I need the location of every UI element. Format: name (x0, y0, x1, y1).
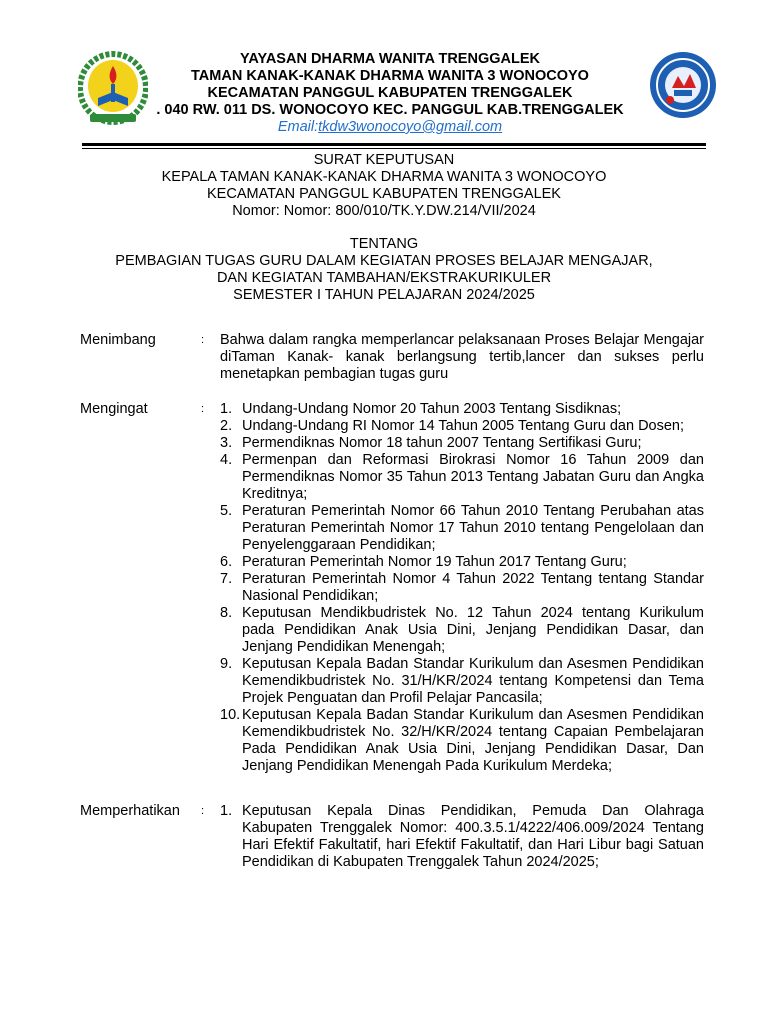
menimbang-section (80, 332, 704, 383)
mengingat-section (80, 401, 704, 775)
list-item-number: 1. (220, 401, 233, 417)
memperhatikan-section (80, 803, 704, 871)
list-item-text: Undang-Undang RI Nomor 14 Tahun 2005 Tentang Guru dan Dosen; (242, 418, 685, 434)
decree-number: Nomor: Nomor: 800/010/TK.Y.DW.214/VII/2024 (232, 203, 536, 219)
memperhatikan-content (220, 803, 704, 871)
letterhead (120, 51, 660, 136)
list-item-number: 6. (220, 554, 233, 570)
menimbang-text: Bahwa dalam rangka memperlancar pelaksanaan Proses Belajar Mengajar diTaman Kanak- kanak berlangsung tertib,lancer dan sukses perlu menetapkan pembagian tugas guru (220, 332, 704, 382)
list-item (220, 571, 704, 605)
mengingat-list (220, 401, 704, 775)
memperhatikan-label: Memperhatikan (80, 803, 180, 819)
list-item (220, 605, 704, 656)
list-item-number: 4. (220, 452, 233, 468)
decree-title-line3: KECAMATAN PANGGUL KABUPATEN TRENGGALEK (207, 186, 561, 202)
subject-line2: DAN KEGIATAN TAMBAHAN/EKSTRAKURIKULER (216, 270, 552, 286)
list-item-number: 10. (220, 707, 241, 723)
list-item (220, 503, 704, 554)
email-label: Email: (277, 119, 319, 135)
list-item (220, 435, 704, 452)
decree-title-line1: SURAT KEPUTUSAN (313, 152, 455, 168)
list-item-text: Peraturan Pemerintah Nomor 66 Tahun 2010 Tentang Perubahan atas Peraturan Pemerintah Nomor 17 Tahun 2010 tentang Pengelolaan dan Penyelenggaraan Pendidikan; (242, 503, 704, 553)
email-link[interactable]: tkdw3wonocoyo@gmail.com (318, 119, 503, 135)
menimbang-label: Menimbang (80, 332, 156, 348)
list-item-number: 1. (220, 803, 233, 819)
list-item-number: 3. (220, 435, 233, 451)
letterhead-foundation: YAYASAN DHARMA WANITA TRENGGALEK (240, 51, 540, 67)
list-item-text: Peraturan Pemerintah Nomor 4 Tahun 2022 Tentang tentang Standar Nasional Pendidikan; (242, 571, 704, 604)
list-item (220, 554, 704, 571)
list-item-text: Permenpan dan Reformasi Birokrasi Nomor 16 Tahun 2009 dan Permendiknas Nomor 35 Tahun 2013 Tentang Jabatan Guru dan Angka Kreditnya; (242, 452, 704, 502)
menimbang-colon: : (201, 334, 205, 346)
list-item (220, 803, 704, 871)
list-item-text: Keputusan Kepala Dinas Pendidikan, Pemuda Dan Olahraga Kabupaten Trenggalek Nomor: 400.3.5.1/4222/406.009/2024 Tentang Hari Efektif Fakultatif, hari Efektif Fakultatif, dan Hari Libur bagi Satuan Pendidikan di Kabupaten Trenggalek Tahun 2024/2025; (242, 803, 704, 870)
list-item-text: Keputusan Kepala Badan Standar Kurikulum dan Asesmen Pendidikan Kemendikbudristek No. 31/H/KR/2024 tentang Kompetensi dan Tema Projek Penguatan dan Profil Pelajar Pancasila; (242, 656, 704, 706)
list-item-number: 5. (220, 503, 233, 519)
list-item-text: Peraturan Pemerintah Nomor 19 Tahun 2017 Tentang Guru; (242, 554, 627, 570)
mengingat-label: Mengingat (80, 401, 148, 417)
letterhead-divider-thick (82, 143, 706, 146)
letterhead-district: KECAMATAN PANGGUL KABUPATEN TRENGGALEK (207, 85, 573, 101)
letterhead-school: TAMAN KANAK-KANAK DHARMA WANITA 3 WONOCOYO (191, 68, 589, 84)
memperhatikan-list (220, 803, 704, 871)
subject-line1: PEMBAGIAN TUGAS GURU DALAM KEGIATAN PROSES BELAJAR MENGAJAR, (115, 253, 653, 269)
list-item (220, 656, 704, 707)
list-item-number: 2. (220, 418, 233, 434)
list-item (220, 452, 704, 503)
subject-line3: SEMESTER I TAHUN PELAJARAN 2024/2025 (233, 287, 535, 303)
list-item-text: Permendiknas Nomor 18 tahun 2007 Tentang Sertifikasi Guru; (242, 435, 642, 451)
list-item-text: Undang-Undang Nomor 20 Tahun 2003 Tentang Sisdiknas; (242, 401, 622, 417)
mengingat-content (220, 401, 704, 775)
list-item-text: Keputusan Mendikbudristek No. 12 Tahun 2024 tentang Kurikulum pada Pendidikan Anak Usia Dini, Jenjang Pendidikan Dasar, dan Jenjang Pendidikan Menengah; (242, 605, 704, 655)
letterhead-email (120, 119, 660, 136)
list-item-text: Keputusan Kepala Badan Standar Kurikulum dan Asesmen Pendidikan Kemendikbudristek No. 32/H/KR/2024 tentang Capaian Pembelajaran Pada Pendidikan Anak Usia Dini, Jenjang Pendidikan Dasar, Dan Jenjang Pendidikan Menengah Pada Kurikulum Merdeka; (242, 707, 704, 774)
letterhead-address: . 040 RW. 011 DS. WONOCOYO KEC. PANGGUL KAB.TRENGGALEK (156, 102, 624, 118)
decree-title (60, 152, 708, 220)
mengingat-colon: : (201, 403, 205, 415)
list-item (220, 418, 704, 435)
memperhatikan-colon: : (201, 805, 205, 817)
decree-title-line2: KEPALA TAMAN KANAK-KANAK DHARMA WANITA 3 WONOCOYO (161, 169, 607, 185)
list-item-number: 7. (220, 571, 233, 587)
subject-heading: TENTANG (349, 236, 419, 252)
list-item (220, 707, 704, 775)
decree-body (80, 332, 704, 871)
letterhead-divider-thin (82, 148, 706, 149)
list-item-number: 8. (220, 605, 233, 621)
list-item-number: 9. (220, 656, 233, 672)
decree-subject (60, 236, 708, 304)
list-item (220, 401, 704, 418)
